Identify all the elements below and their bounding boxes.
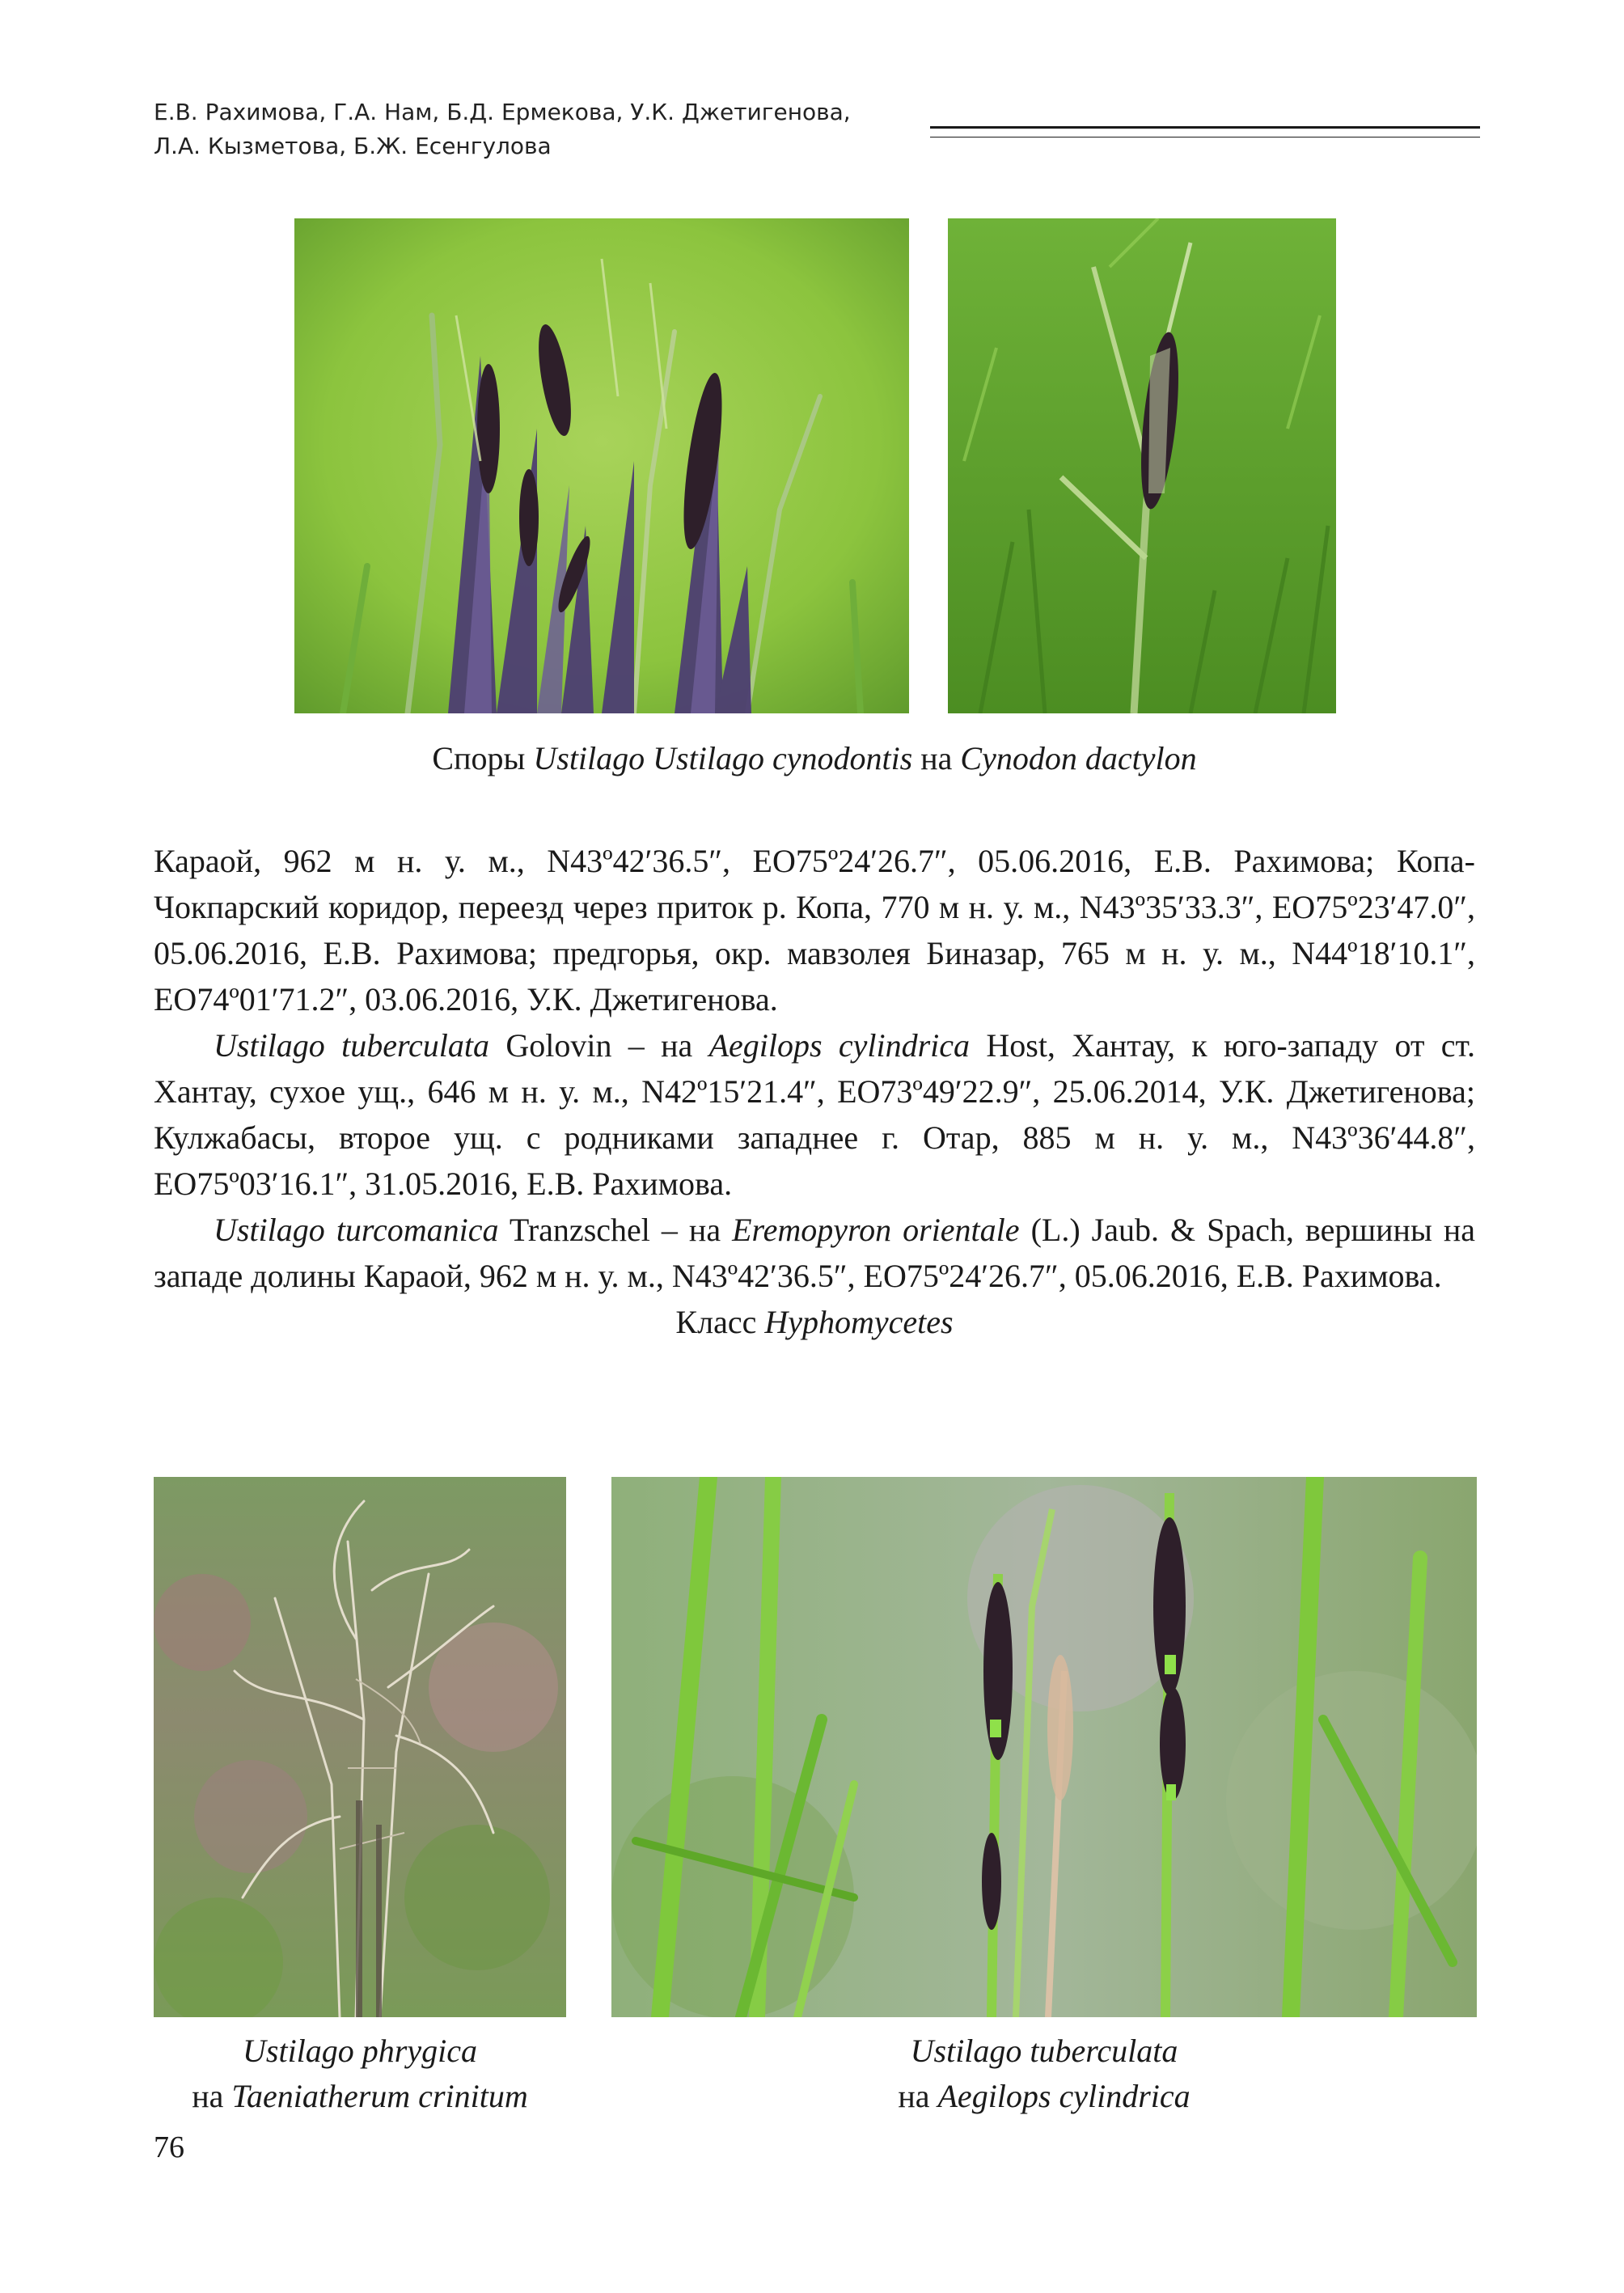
photo-taeniatherum — [154, 1477, 566, 2017]
caption-aegilops-line1 — [611, 2029, 1477, 2074]
photo-taeniatherum-image — [154, 1477, 566, 2017]
paragraph-2 — [154, 1022, 1475, 1207]
photo-aegilops — [611, 1477, 1477, 2017]
paragraph-3 — [154, 1207, 1475, 1299]
caption-aegilops-prefix: на — [898, 2078, 938, 2114]
caption-taeniatherum-prefix: на — [192, 2078, 232, 2114]
caption-taeniatherum-line1 — [154, 2029, 566, 2074]
caption-cynodon-host: Cynodon dactylon — [960, 740, 1197, 776]
caption-cynodon-part1: Споры — [432, 740, 534, 776]
paragraph-2-text2: Host, Хантау, к юго-западу от ст. Хантау, сухое ущ., 646 м н. у. м., N42º15′21.4″, EO73º49′22.9″, 25.06.2014, У.К. Джетигенова; Кулжабасы, второе ущ. с родниками западнее г. Отар, 885 м н. у. м., N43º36′44.8″, EO75º03′16.1″, 31.05.2016, Е.В. Рахимова. — [154, 1027, 1475, 1202]
caption-cynodon-species: Ustilago Ustilago cynodontis — [533, 740, 913, 776]
paragraph-3-text2: (L.) Jaub. & Spach, вершины на западе долины Караой, 962 м н. у. м., N43º42′36.5″, EO75º24′26.7″, 05.06.2016, Е.В. Рахимова. — [154, 1212, 1476, 1294]
paragraph-1: Караой, 962 м н. у. м., N43º42′36.5″, EO75º24′26.7″, 05.06.2016, Е.В. Рахимова; Копа-Чокпарский коридор, переезд через приток р. Копа, 770 м н. у. м., N43º35′33.3″, EO75º23′47.0″, 05.06.2016, Е.В. Рахимова; предгорья, окр. мавзолея Биназар, 765 м н. у. м., N44º18′10.1″, EO74º01′71.2″, 03.06.2016, У.К. Джетигенова. — [154, 843, 1475, 1017]
class-heading-name: Hyphomycetes — [764, 1304, 954, 1340]
page-number: 76 — [154, 2130, 184, 2164]
header-authors — [154, 95, 882, 163]
paragraph-2-host: Aegilops cylindrica — [708, 1027, 971, 1064]
paragraph-2-species: Ustilago tuberculata — [214, 1027, 490, 1064]
class-heading — [154, 1299, 1475, 1345]
header-authors-line1: Е.В. Рахимова, Г.А. Нам, Б.Д. Ермекова, У.К. Джетигенова, — [154, 99, 851, 125]
caption-taeniatherum — [154, 2029, 566, 2119]
class-heading-prefix: Класс — [675, 1304, 765, 1340]
photo-cynodon-right-image — [948, 218, 1336, 713]
paragraph-3-text1: Tranzschel – на — [498, 1212, 733, 1248]
paragraph-2-text1: Golovin – на — [489, 1027, 709, 1064]
caption-taeniatherum-species: Ustilago phrygica — [243, 2033, 477, 2069]
caption-aegilops — [611, 2029, 1477, 2119]
caption-taeniatherum-line2 — [154, 2074, 566, 2119]
caption-aegilops-line2 — [611, 2074, 1477, 2119]
header-authors-line2: Л.А. Кызметова, Б.Ж. Есенгулова — [154, 133, 552, 159]
photo-cynodon-right — [948, 218, 1336, 713]
caption-taeniatherum-host: Taeniatherum crinitum — [231, 2078, 528, 2114]
caption-aegilops-species: Ustilago tuberculata — [910, 2033, 1178, 2069]
photo-cynodon-left — [294, 218, 909, 713]
caption-cynodon-part2: на — [912, 740, 961, 776]
caption-aegilops-host: Aegilops cylindrica — [937, 2078, 1191, 2114]
photo-cynodon-left-image — [294, 218, 909, 713]
running-header — [154, 95, 1480, 163]
photo-aegilops-image — [611, 1477, 1477, 2017]
paragraph-3-host: Eremopyron orientale — [732, 1212, 1020, 1248]
paragraph-3-species: Ustilago turcomanica — [214, 1212, 499, 1248]
body-text — [154, 838, 1475, 1345]
header-rule — [930, 126, 1480, 137]
caption-cynodon — [154, 736, 1475, 781]
